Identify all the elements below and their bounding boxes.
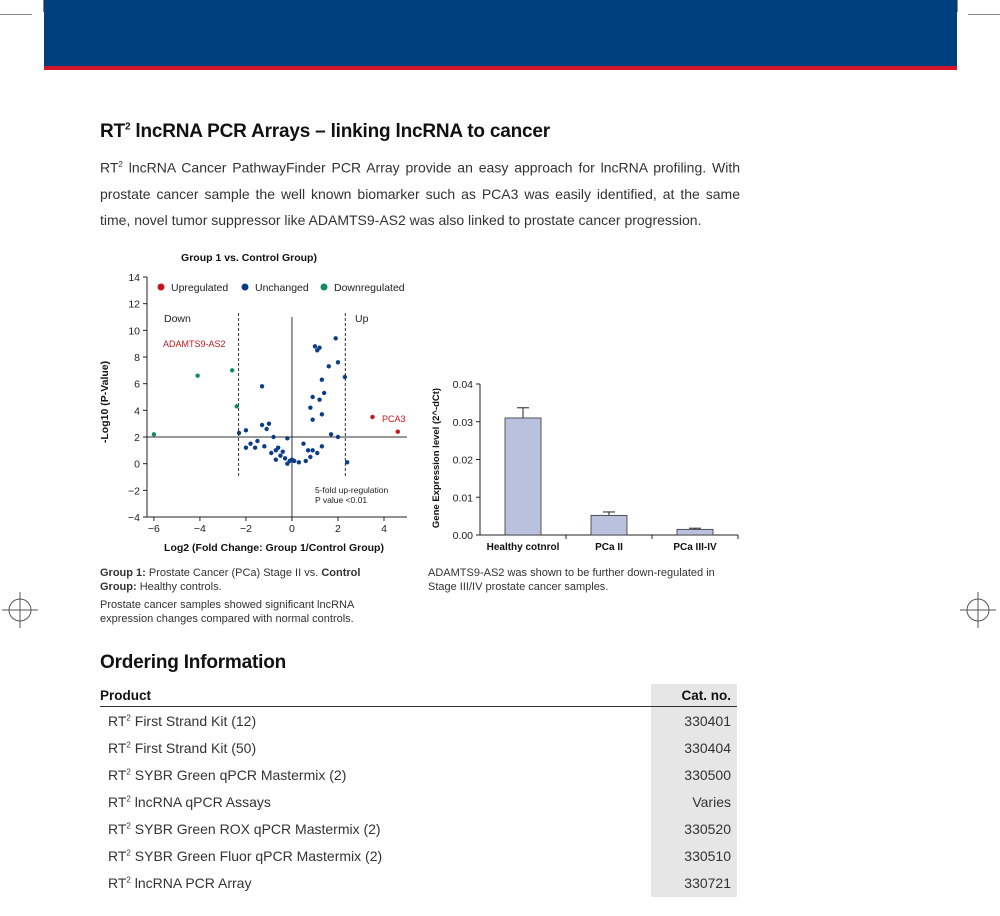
legend-unchanged-swatch	[242, 284, 249, 291]
volcano-title: Group 1 vs. Control Group)	[181, 252, 317, 264]
point-unchanged	[333, 336, 337, 340]
legend-upregulated-swatch	[158, 284, 165, 291]
volcano-y-tick-label: 8	[134, 352, 140, 364]
bar-y-tick-label: 0.02	[452, 454, 473, 467]
point-unchanged	[336, 435, 340, 439]
crop-mark	[957, 0, 958, 12]
product-name: $RT^2$ SYBR Green Fluor qPCR Mastermix (2)	[108, 847, 383, 864]
point-unchanged	[290, 457, 294, 461]
point-unchanged	[297, 460, 301, 464]
legend-upregulated-label: Upregulated	[171, 282, 229, 294]
point-upregulated	[370, 415, 374, 419]
volcano-plot	[95, 245, 415, 560]
point-downregulated	[195, 373, 199, 377]
point-unchanged	[308, 455, 312, 459]
point-unchanged	[255, 439, 259, 443]
point-unchanged	[317, 345, 321, 349]
volcano-y-tick-label: 0	[134, 458, 140, 471]
point-unchanged	[315, 451, 319, 455]
point-unchanged	[253, 445, 257, 449]
point-downregulated	[235, 404, 239, 408]
point-unchanged	[248, 441, 252, 445]
volcano-x-tick-label: 4	[381, 523, 387, 535]
point-unchanged	[320, 412, 324, 416]
product-name: $RT^2$ lncRNA PCR Array	[108, 875, 252, 891]
product-name: $RT^2$ SYBR Green ROX qPCR Mastermix (2)	[108, 820, 381, 837]
bar	[591, 515, 627, 535]
catalog-number: 330520	[651, 815, 737, 842]
ordering-title: Ordering Information	[100, 652, 287, 673]
point-unchanged	[237, 431, 241, 435]
volcano-x-axis-label: Log2 (Fold Change: Group 1/Control Group)	[164, 542, 384, 554]
point-unchanged	[244, 428, 248, 432]
point-unchanged	[285, 461, 289, 465]
legend-unchanged-label: Unchanged	[255, 282, 309, 294]
point-unchanged	[262, 444, 266, 448]
catalog-number: 330401	[651, 707, 737, 735]
volcano-caption-group: Group 1: Prostate Cancer (PCa) Stage II vs. Control Group: Healthy controls.	[100, 567, 361, 593]
bar-y-tick-label: 0.01	[452, 492, 473, 505]
volcano-y-tick-label: −2	[128, 485, 140, 498]
volcano-x-tick-label: −6	[147, 523, 160, 535]
point-unchanged	[260, 384, 264, 388]
table-row	[100, 788, 737, 815]
table-row	[100, 815, 737, 842]
table-row	[100, 842, 737, 869]
volcano-y-tick-label: 4	[134, 405, 140, 418]
point-unchanged	[343, 375, 347, 379]
point-unchanged	[264, 427, 268, 431]
bar	[505, 418, 541, 535]
header-accent-line	[44, 66, 957, 70]
volcano-x-tick-label: 0	[289, 523, 295, 535]
catalog-number: 330721	[651, 869, 737, 897]
point-unchanged	[306, 448, 310, 452]
registration-mark-left	[2, 592, 38, 628]
point-unchanged	[322, 391, 326, 395]
col-cat-header: Cat. no.	[651, 684, 737, 707]
catalog-number: 330500	[651, 761, 737, 788]
down-region-label: Down	[164, 313, 191, 325]
volcano-y-tick-label: 6	[134, 378, 140, 391]
bar-category-label: PCa II	[595, 542, 623, 553]
catalog-number: 330510	[651, 842, 737, 869]
point-unchanged	[281, 449, 285, 453]
legend-downregulated-label: Downregulated	[334, 282, 405, 294]
point-unchanged	[308, 405, 312, 409]
point-unchanged	[327, 364, 331, 368]
table-header-row	[100, 684, 737, 707]
volcano-y-tick-label: 14	[128, 272, 140, 284]
point-unchanged	[283, 456, 287, 460]
table-row	[100, 869, 737, 897]
volcano-y-tick-label: 12	[128, 298, 140, 311]
point-upregulated	[396, 429, 400, 433]
registration-mark-right	[960, 592, 996, 628]
threshold-note-line1: 5-fold up-regulation	[315, 485, 389, 495]
catalog-number: 330404	[651, 734, 737, 761]
volcano-y-tick-label: 10	[128, 325, 140, 338]
volcano-caption	[100, 566, 400, 626]
product-name: $RT^2$ First Strand Kit (12)	[108, 712, 257, 729]
section-title: $RT^2$ lncRNA PCR Arrays – linking lncRNA to cancer	[100, 121, 550, 142]
volcano-y-axis-label: -Log10 (P-Value)	[99, 360, 111, 444]
ordering-table	[100, 684, 737, 897]
crop-mark	[0, 14, 32, 15]
table-row	[100, 734, 737, 761]
point-unchanged	[313, 344, 317, 348]
point-unchanged	[310, 448, 314, 452]
volcano-y-tick-label: 2	[134, 432, 140, 444]
point-downregulated	[152, 432, 156, 436]
bar-category-label: PCa III-IV	[673, 542, 717, 553]
crop-mark	[968, 14, 1000, 15]
volcano-x-tick-label: −4	[193, 523, 206, 535]
volcano-x-tick-label: 2	[335, 523, 341, 535]
product-name: $RT^2$ First Strand Kit (50)	[108, 739, 257, 756]
intro-paragraph: $RT^2$ lncRNA Cancer PathwayFinder PCR Array provide an easy approach for lncRNA profiling. With prostate cancer sample the well known biomarker such as PCA3 was easily identified, at the same time, novel tumor suppressor like ADAMTS9-AS2 was also linked to prostate cancer progression.	[100, 159, 740, 228]
expression-bar-chart	[425, 370, 745, 560]
point-unchanged	[285, 436, 289, 440]
point-unchanged	[329, 432, 333, 436]
point-unchanged	[301, 441, 305, 445]
up-region-label: Up	[355, 313, 369, 325]
table-row	[100, 761, 737, 788]
point-unchanged	[267, 421, 271, 425]
bar-y-tick-label: 0.00	[452, 530, 473, 542]
point-unchanged	[310, 417, 314, 421]
point-unchanged	[278, 453, 282, 457]
point-unchanged	[244, 445, 248, 449]
col-product-header: Product	[100, 684, 651, 707]
point-unchanged	[271, 435, 275, 439]
point-unchanged	[260, 423, 264, 427]
bar-category-label: Healthy cotnrol	[486, 542, 560, 553]
volcano-x-tick-label: −2	[239, 523, 252, 535]
point-downregulated	[230, 368, 234, 372]
bar	[677, 529, 713, 535]
table-row	[100, 707, 737, 735]
catalog-number: Varies	[651, 788, 737, 815]
point-unchanged	[274, 457, 278, 461]
point-unchanged	[320, 444, 324, 448]
header-banner	[44, 0, 957, 66]
pca3-annotation: PCA3	[382, 414, 406, 424]
threshold-note-line2: P value <0.01	[315, 495, 368, 505]
point-unchanged	[304, 459, 308, 463]
adamts9-annotation: ADAMTS9-AS2	[163, 339, 226, 349]
product-name: $RT^2$ lncRNA qPCR Assays	[108, 793, 271, 810]
bar-y-tick-label: 0.04	[452, 379, 473, 391]
point-unchanged	[320, 377, 324, 381]
point-unchanged	[310, 395, 314, 399]
volcano-caption-summary: Prostate cancer samples showed significant lncRNA expression changes compared with normal controls.	[100, 599, 354, 625]
point-unchanged	[336, 360, 340, 364]
bar-y-axis-label: Gene Expression level (2^-dCt)	[431, 387, 442, 529]
point-unchanged	[274, 448, 278, 452]
point-unchanged	[345, 460, 349, 464]
point-unchanged	[269, 451, 273, 455]
point-unchanged	[317, 397, 321, 401]
bar-caption: ADAMTS9-AS2 was shown to be further down-regulated in Stage III/IV prostate cancer samples.	[428, 567, 715, 593]
product-name: $RT^2$ SYBR Green qPCR Mastermix (2)	[108, 766, 347, 783]
volcano-y-tick-label: −4	[128, 512, 140, 524]
bar-y-tick-label: 0.03	[452, 416, 473, 429]
legend-downregulated-swatch	[321, 284, 328, 291]
